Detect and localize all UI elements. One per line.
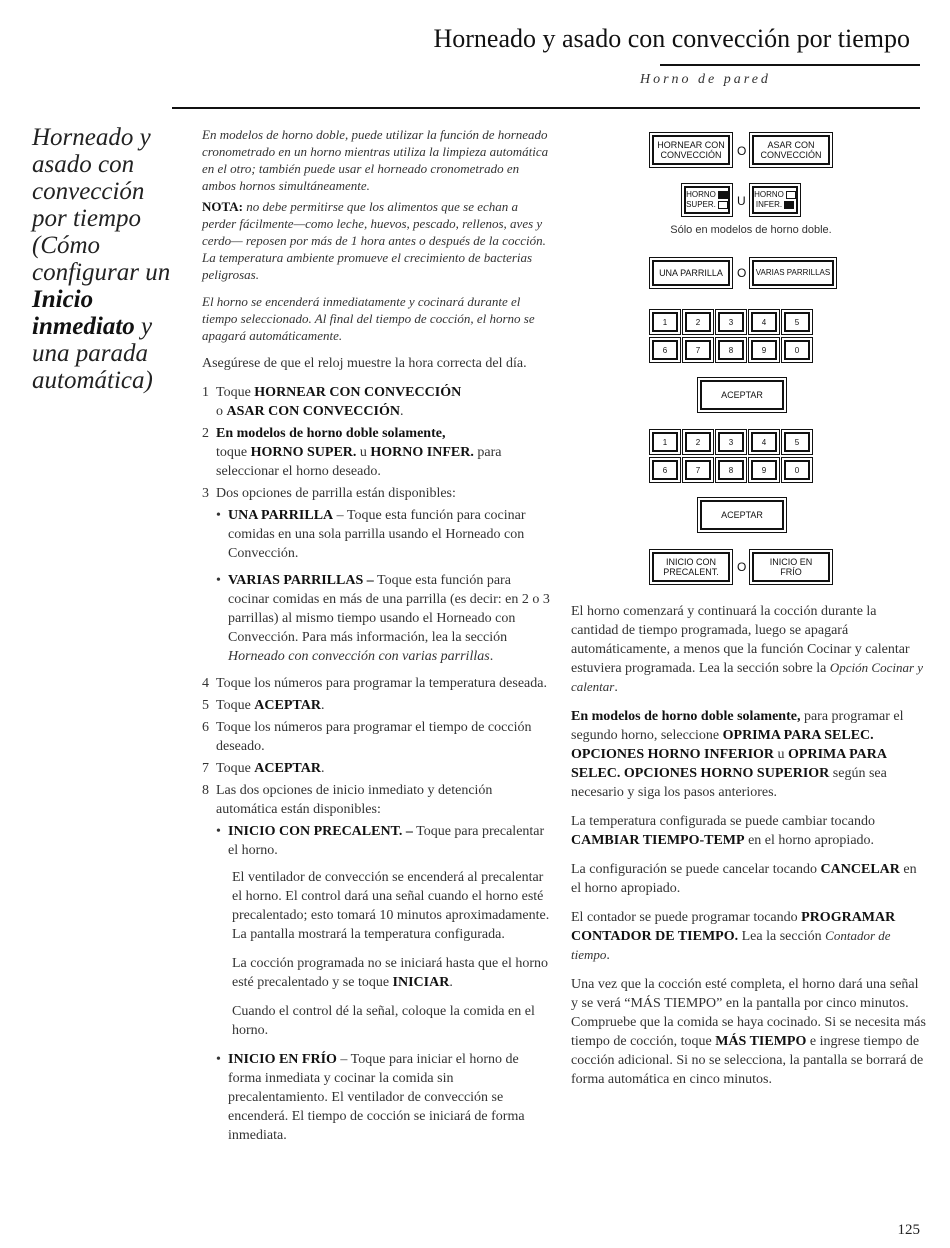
lower-oven-key xyxy=(752,186,798,214)
paragraph-text: para programar el segundo horno, seleccione xyxy=(571,709,904,743)
or-separator: O xyxy=(737,144,747,158)
key-label: INICIO CON xyxy=(665,557,716,567)
step-text: Toque xyxy=(216,698,255,713)
step-text: Toque los números para programar el tiempo de cocción deseado. xyxy=(216,720,532,754)
number-key: 6 xyxy=(652,460,678,480)
number-pad-row-4 xyxy=(652,460,810,480)
step-number: 5 xyxy=(202,698,209,713)
step-text: para seleccionar el horno deseado. xyxy=(216,445,502,479)
paragraph-text: en el horno apropiado. xyxy=(744,833,875,848)
option-multi-rack: • VARIAS PARRILLAS – Toque esta función para cocinar comidas en más de una parrilla (es decir: en 2 o 3 parrillas) al mismo tiempo usando el Horneado con Convección. Para más información, lea la sección Horneado con convección con varias parrillas. xyxy=(216,573,550,664)
step-text: Toque los números para programar la temperatura deseada. xyxy=(216,676,547,691)
number-key: 6 xyxy=(652,340,678,360)
convection-bake-key xyxy=(652,135,730,165)
step-text: toque xyxy=(216,445,251,460)
multi-rack-key xyxy=(752,260,834,286)
header-rule xyxy=(660,64,920,66)
option-text: Toque para precalentar el horno. xyxy=(228,824,545,858)
key-label: HORNO xyxy=(754,190,784,199)
number-key: 7 xyxy=(685,340,711,360)
cold-start-key xyxy=(752,552,830,582)
section-subtitle: Horno de pared xyxy=(640,72,771,87)
double-oven-paragraph xyxy=(571,707,926,802)
paragraph-key: PROGRAMAR CONTADOR DE TIEMPO. xyxy=(571,910,896,944)
key-label: HORNEAR CON xyxy=(657,140,725,150)
note-text: La cocción programada no se iniciará hasta que el horno esté precalentado y se toque xyxy=(232,956,549,990)
step-key: ASAR CON CONVECCIÓN xyxy=(226,404,400,419)
convection-roast-key xyxy=(752,135,830,165)
paragraph-key: CANCELAR xyxy=(820,862,900,877)
step-text: o xyxy=(216,404,227,419)
upper-oven-key xyxy=(684,186,730,214)
or-separator: O xyxy=(737,266,747,280)
paragraph-text: El horno comenzará y continuará la cocción durante la cantidad de tiempo programada, luego se apagará automáticamente, a menos que la función Cocinar y calentar estuviera programada. Lea la sección sobre la xyxy=(571,604,910,676)
option-text: – Toque esta función para cocinar comidas en una sola parrilla usando el Horneado con Convección. xyxy=(228,508,526,561)
more-time-paragraph xyxy=(571,975,926,1089)
option-key: UNA PARRILLA xyxy=(228,508,334,523)
key-label: PRECALENT. xyxy=(663,567,719,577)
sidebar-title-bold: Inicio inmediato xyxy=(32,286,135,340)
option-cold-start: • INICIO EN FRÍO – Toque para iniciar el horno de forma inmediata y cocinar la comida sin precalentamiento. El ventilador de convección se encenderá. El tiempo de cocción se iniciará de forma inmediata. xyxy=(216,1052,525,1143)
preheat-start-key xyxy=(652,552,730,582)
notes-column xyxy=(571,602,926,1099)
number-key: 8 xyxy=(718,460,744,480)
paragraph-key: OPRIMA PARA SELEC. OPCIONES HORNO INFERIOR xyxy=(571,728,874,762)
step-key: HORNO SUPER. xyxy=(250,445,357,460)
key-label: CONVECCIÓN xyxy=(660,150,722,160)
key-label: VARIAS PARRILLAS xyxy=(755,268,831,277)
number-key: 0 xyxy=(784,340,810,360)
step-key: HORNO INFER. xyxy=(370,445,474,460)
diagram-caption: Sólo en modelos de horno doble. xyxy=(670,224,832,236)
cook-complete-paragraph xyxy=(571,602,926,697)
paragraph-text: La configuración se puede cancelar tocando xyxy=(571,862,821,877)
option-text: – Toque para iniciar el horno de forma inmediata y cocinar la comida sin precalentamiento. El ventilador de convección se encenderá. El tiempo de cocción se iniciará de forma inmediata. xyxy=(228,1052,525,1143)
step-3 xyxy=(202,484,554,503)
step-7 xyxy=(202,759,554,778)
option-preheat-start: • INICIO CON PRECALENT. – Toque para precalentar el horno. xyxy=(216,824,545,858)
indicator-icon xyxy=(786,191,796,199)
note-text: no debe permitirse que los alimentos que se echan a perder fácilmente—como leche, huevos, pescado, rellenos, aves y cerdo— reposen por más de 1 hora antes o después de la cocción. La temperatura ambiente promueve el crecimiento de bacterias peligrosas. xyxy=(202,199,546,282)
step-text: Toque xyxy=(216,761,255,776)
timer-paragraph xyxy=(571,908,926,965)
step-key: ACEPTAR xyxy=(254,761,321,776)
number-key: 2 xyxy=(685,432,711,452)
sidebar-title-text: Horneado y asado con convección por tiempo (Cómo configurar un xyxy=(32,124,171,286)
paragraph-key: CAMBIAR TIEMPO-TEMP xyxy=(571,833,745,848)
number-key: 0 xyxy=(784,460,810,480)
step-1 xyxy=(202,383,554,421)
intro-paragraph: En modelos de horno doble, puede utilizar la función de horneado cronometrado en un horno mientras utiliza la limpieza automática en el otro; también puede usar el horneado cronometrado en ambos hornos simultáneamente. xyxy=(202,127,549,193)
step-5 xyxy=(202,696,554,715)
key-label: CONVECCIÓN xyxy=(760,150,822,160)
key-label: SUPER. xyxy=(686,200,716,209)
paragraph-text: según sea necesario y siga los pasos anteriores. xyxy=(571,766,887,800)
number-pad-row-3 xyxy=(652,432,810,452)
paragraph-text: . xyxy=(614,680,618,695)
number-key: 5 xyxy=(784,312,810,332)
number-pad-row-2 xyxy=(652,340,810,360)
indicator-icon xyxy=(718,191,728,199)
key-label: INFER. xyxy=(755,200,783,209)
paragraph-key: MÁS TIEMPO xyxy=(715,1034,807,1049)
step-text: . xyxy=(320,761,325,776)
note-text: . xyxy=(449,975,453,990)
step-text: Las dos opciones de inicio inmediato y detención automática están disponibles: xyxy=(216,783,493,817)
page-number: 125 xyxy=(897,1222,920,1238)
step-2 xyxy=(202,424,554,481)
paragraph-text: El contador se puede programar tocando xyxy=(571,910,802,925)
paragraph-key: OPRIMA PARA SELEC. OPCIONES HORNO SUPERIOR xyxy=(571,747,887,781)
clock-paragraph: Asegúrese de que el reloj muestre la hora correcta del día. xyxy=(202,356,527,371)
sidebar-title xyxy=(32,124,182,394)
preheat-note-3: Cuando el control dé la señal, coloque la comida en el horno. xyxy=(232,1004,535,1038)
option-key: INICIO EN FRÍO xyxy=(228,1052,337,1067)
number-key: 9 xyxy=(751,340,777,360)
step-number: 1 xyxy=(202,385,209,400)
step-number: 4 xyxy=(202,676,209,691)
step-number: 2 xyxy=(202,426,209,441)
number-key: 4 xyxy=(751,312,777,332)
number-key: 3 xyxy=(718,432,744,452)
enter-key xyxy=(700,500,784,530)
step-8 xyxy=(202,781,554,819)
key-label: ASAR CON xyxy=(767,140,815,150)
main-rule xyxy=(172,107,920,109)
cancel-paragraph xyxy=(571,860,926,898)
step-text: Toque xyxy=(216,385,255,400)
indicator-icon xyxy=(784,201,794,209)
number-key: 8 xyxy=(718,340,744,360)
number-key: 7 xyxy=(685,460,711,480)
note-paragraph xyxy=(202,198,554,283)
step-number: 8 xyxy=(202,783,209,798)
paragraph-text: u xyxy=(774,747,789,762)
paragraph-text: La temperatura configurada se puede cambiar tocando xyxy=(571,814,875,829)
preheat-note-2 xyxy=(232,954,554,992)
step-key: HORNEAR CON CONVECCIÓN xyxy=(254,385,462,400)
number-key: 1 xyxy=(652,312,678,332)
number-key: 4 xyxy=(751,432,777,452)
key-label: FRÍO xyxy=(780,567,802,577)
key-label: ACEPTAR xyxy=(721,510,763,520)
step-key: En modelos de horno doble solamente, xyxy=(216,426,446,441)
paragraph-text: e ingrese tiempo de cocción adicional. Si no se selecciona, la pantalla se borrará de forma automática en cinco minutos. xyxy=(571,1034,924,1087)
step-text: u xyxy=(356,445,371,460)
preheat-note-1: El ventilador de convección se encenderá al precalentar el horno. El control dará una señal cuando el horno esté precalentado; esto tomará 10 minutos aproximadamente. La pantalla mostrará la temperatura configurada. xyxy=(232,870,550,942)
page-title: Horneado y asado con convección por tiempo xyxy=(433,24,910,53)
enter-key xyxy=(700,380,784,410)
step-number: 7 xyxy=(202,761,209,776)
sidebar-title-text-end: y una parada automática) xyxy=(32,313,153,394)
paragraph-text: . xyxy=(606,948,610,963)
key-label: ACEPTAR xyxy=(721,390,763,400)
step-4 xyxy=(202,674,554,693)
number-key: 5 xyxy=(784,432,810,452)
note-key: INICIAR xyxy=(392,975,450,990)
key-label: INICIO EN xyxy=(769,557,813,567)
instructions-column xyxy=(202,126,554,1153)
option-key: INICIO CON PRECALENT. – xyxy=(228,824,413,839)
step-key: ACEPTAR xyxy=(254,698,321,713)
step-text: Dos opciones de parrilla están disponibles: xyxy=(216,486,456,501)
step-number: 6 xyxy=(202,720,209,735)
paragraph-text: Lea la sección xyxy=(738,929,826,944)
or-separator: U xyxy=(737,194,746,208)
change-temp-paragraph xyxy=(571,812,926,850)
option-ref: Horneado con convección con varias parrillas xyxy=(228,649,490,664)
key-label: UNA PARRILLA xyxy=(659,268,723,278)
step-number: 3 xyxy=(202,486,209,501)
number-key: 1 xyxy=(652,432,678,452)
step-text: . xyxy=(320,698,325,713)
option-text: . xyxy=(489,649,494,664)
step-text: . xyxy=(399,404,404,419)
indicator-icon xyxy=(718,201,728,209)
number-key: 2 xyxy=(685,312,711,332)
note-label: NOTA: xyxy=(202,199,243,214)
step-6 xyxy=(202,718,554,756)
paragraph-text: en el horno apropiado. xyxy=(571,862,917,896)
or-separator: O xyxy=(737,560,747,574)
start-paragraph: El horno se encenderá inmediatamente y cocinará durante el tiempo seleccionado. Al final del tiempo de cocción, el horno se apagará automáticamente. xyxy=(202,294,535,343)
one-rack-key xyxy=(652,260,730,286)
number-key: 3 xyxy=(718,312,744,332)
section-ref: Opción Cocinar y calentar xyxy=(571,660,924,694)
option-text: Toque esta función para cocinar comidas en más de una parrilla (es decir: en 2 o 3 parrillas) al mismo tiempo usando el Horneado con Convección. Para más información, lea la sección xyxy=(228,573,550,645)
paragraph-bold: En modelos de horno doble solamente, xyxy=(571,709,801,724)
number-key: 9 xyxy=(751,460,777,480)
option-key: VARIAS PARRILLAS – xyxy=(228,573,374,588)
number-pad-row-1 xyxy=(652,312,810,332)
paragraph-text: Una vez que la cocción esté completa, el horno dará una señal y se verá “MÁS TIEMPO” en la pantalla por cinco minutos. Compruebe que la comida se haya cocinado. Si se necesita más tiempo de cocción, toque xyxy=(571,977,926,1049)
key-label: HORNO xyxy=(686,190,716,199)
section-ref: Contador de tiempo xyxy=(571,928,891,962)
option-one-rack: • UNA PARRILLA – Toque esta función para cocinar comidas en una sola parrilla usando el Horneado con Convección. xyxy=(216,508,526,561)
